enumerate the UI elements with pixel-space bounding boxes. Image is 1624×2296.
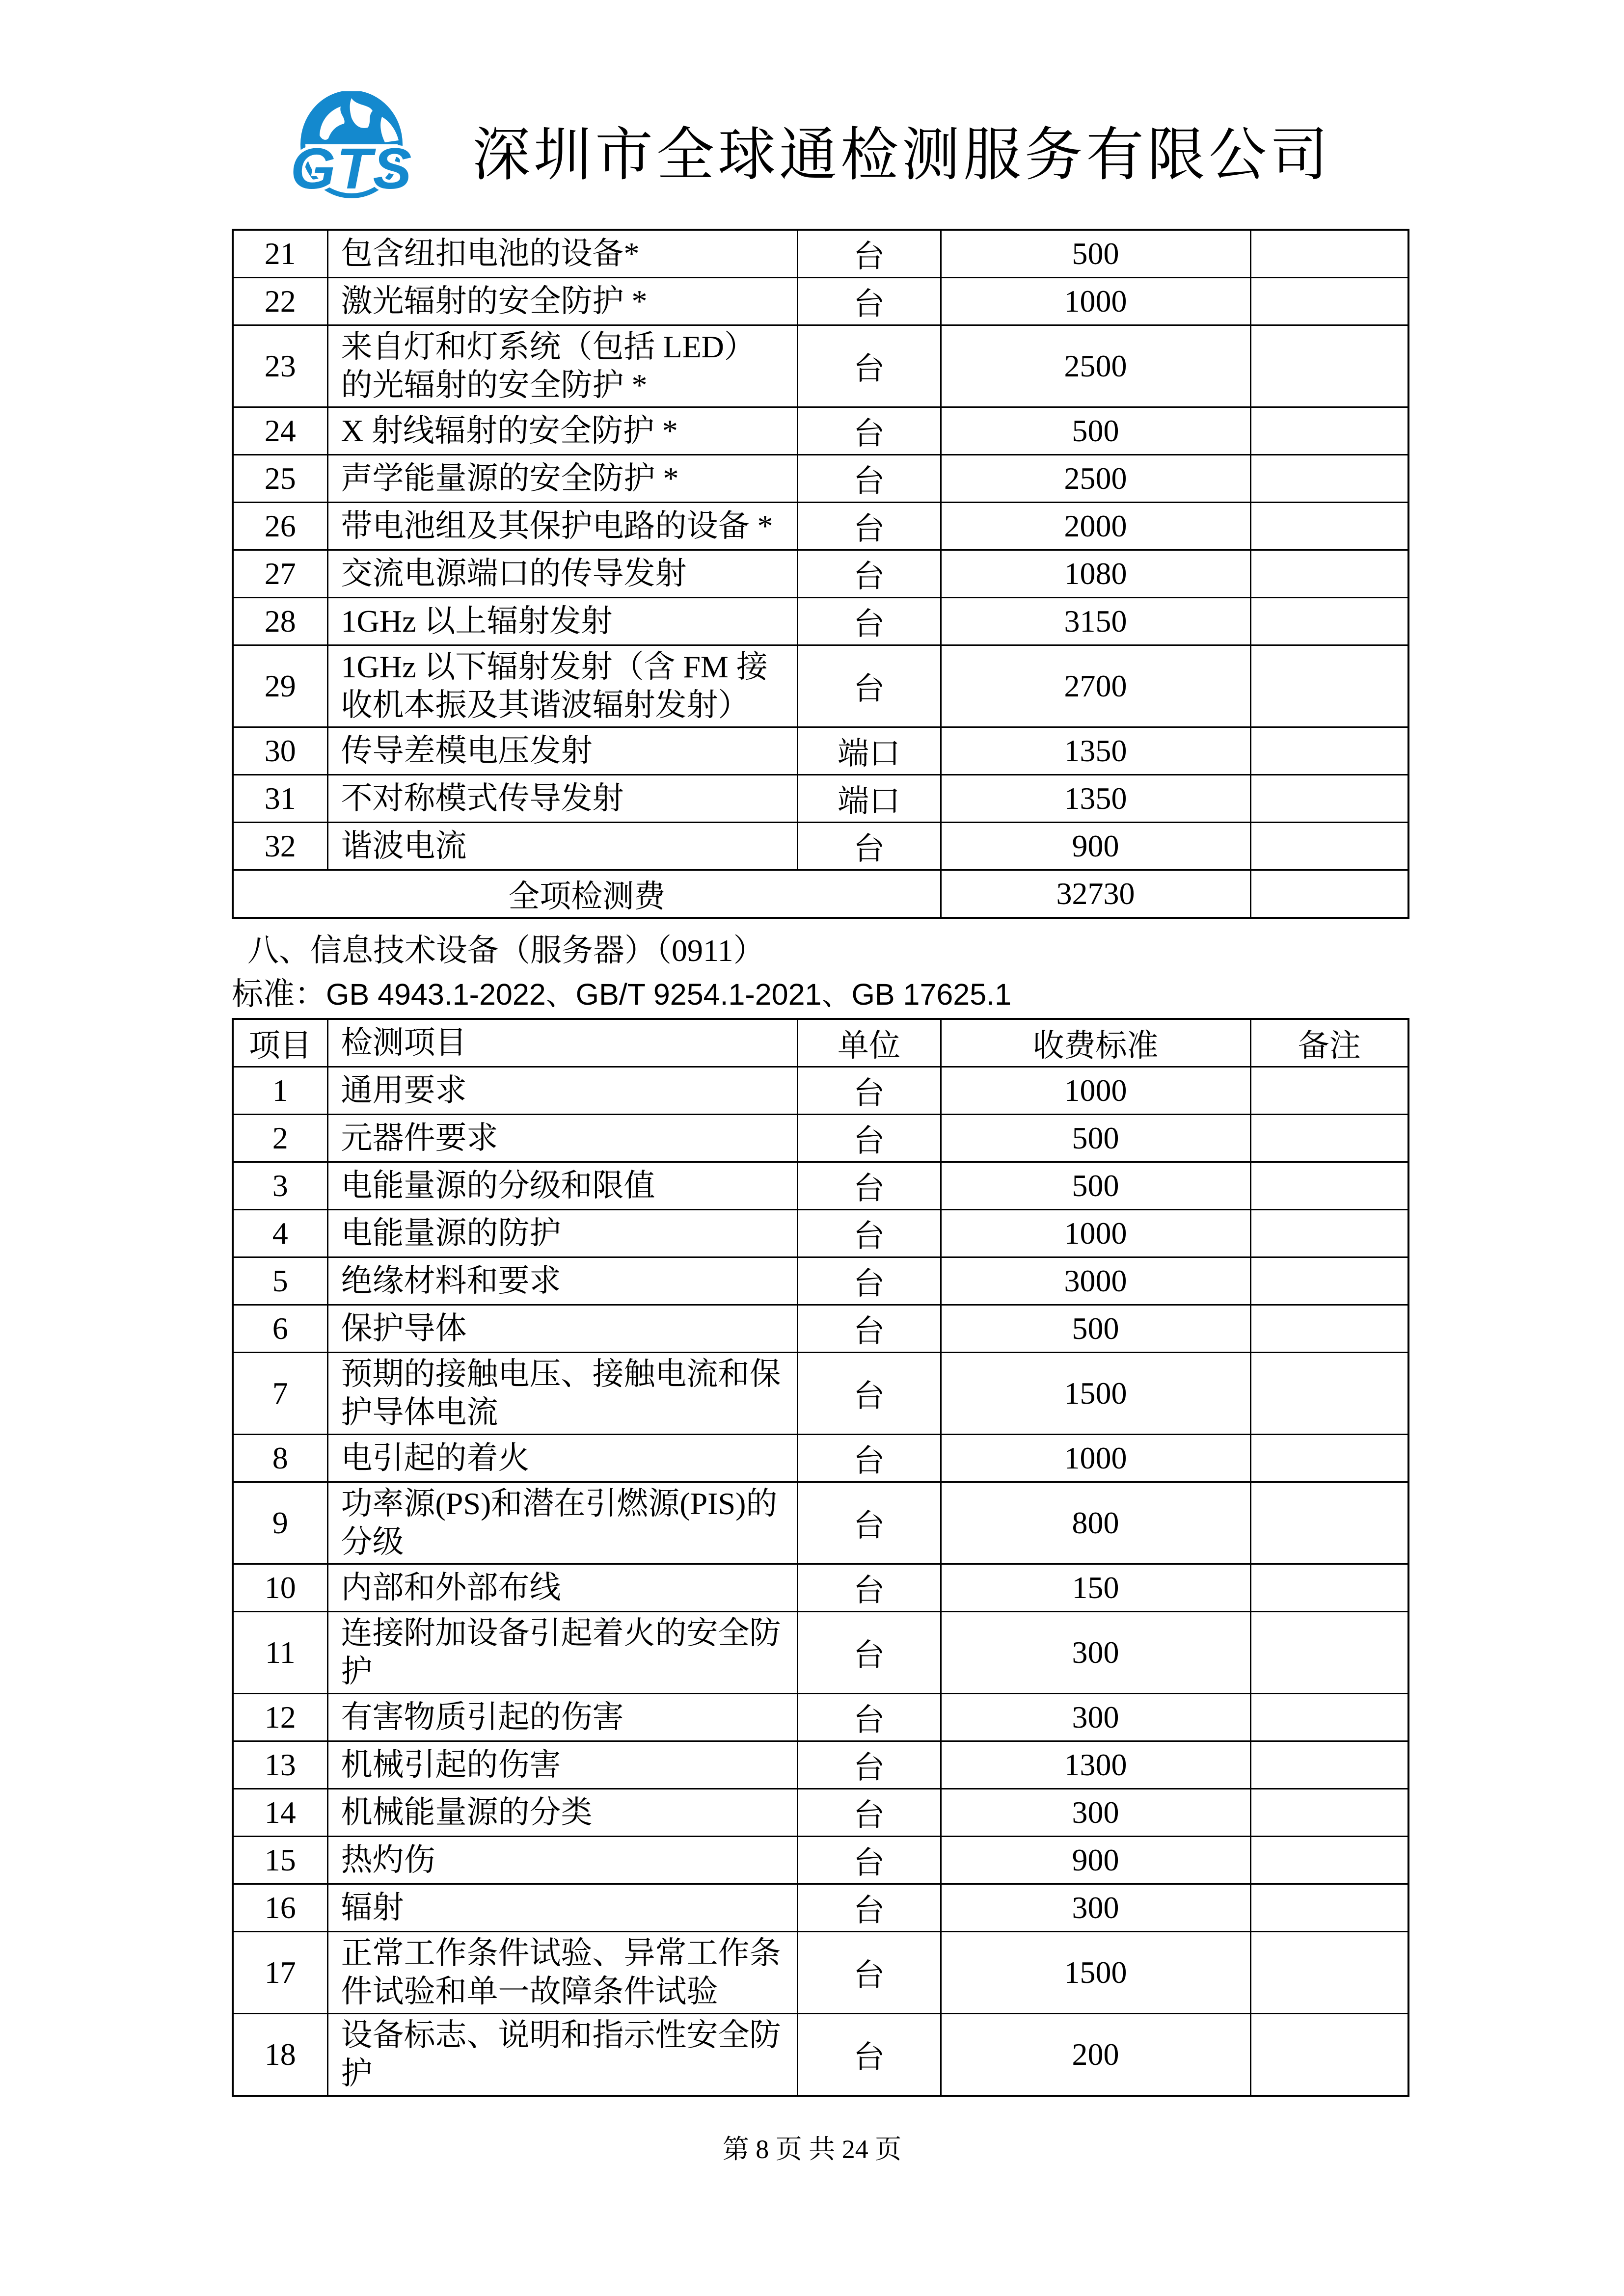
item-no-cell: 2 xyxy=(233,1115,327,1162)
note-cell xyxy=(1250,1257,1408,1305)
unit-cell: 台 xyxy=(797,1305,941,1353)
test-item-cell: 功率源(PS)和潜在引燃源(PIS)的分级 xyxy=(327,1482,797,1564)
table-row xyxy=(233,1932,1408,2014)
fee-cell: 2500 xyxy=(941,325,1250,407)
fee-cell: 300 xyxy=(941,1612,1250,1694)
note-cell xyxy=(1250,598,1408,645)
item-no-cell: 10 xyxy=(233,1564,327,1612)
unit-cell: 台 xyxy=(797,1353,941,1435)
test-item-cell: 交流电源端口的传导发射 xyxy=(327,550,797,598)
table-row xyxy=(233,1305,1408,1353)
fee-cell: 300 xyxy=(941,1789,1250,1837)
item-no-cell: 32 xyxy=(233,823,327,870)
fee-cell: 800 xyxy=(941,1482,1250,1564)
test-item-cell: 预期的接触电压、接触电流和保护导体电流 xyxy=(327,1353,797,1435)
fee-cell: 300 xyxy=(941,1694,1250,1741)
fee-cell: 1300 xyxy=(941,1741,1250,1789)
note-cell xyxy=(1250,1353,1408,1435)
note-cell xyxy=(1250,1741,1408,1789)
unit-cell: 台 xyxy=(797,2014,941,2096)
note-cell xyxy=(1250,1932,1408,2014)
table-row xyxy=(233,2014,1408,2096)
table-row xyxy=(233,1884,1408,1932)
total-label: 全项检测费 xyxy=(233,870,941,918)
note-cell xyxy=(1250,278,1408,325)
logo-text: GTS xyxy=(290,136,413,201)
note-cell xyxy=(1250,1884,1408,1932)
test-item-cell: 有害物质引起的伤害 xyxy=(327,1694,797,1741)
item-no-cell: 18 xyxy=(233,2014,327,2096)
test-item-cell: 设备标志、说明和指示性安全防护 xyxy=(327,2014,797,2096)
item-no-cell: 12 xyxy=(233,1694,327,1741)
item-no-cell: 21 xyxy=(233,230,327,278)
gts-logo xyxy=(273,91,431,205)
fee-table-continued xyxy=(232,229,1409,919)
table-row xyxy=(233,1067,1408,1115)
column-header-unit: 单位 xyxy=(797,1019,941,1067)
fee-cell: 300 xyxy=(941,1884,1250,1932)
column-header-test-item: 检测项目 xyxy=(327,1019,797,1067)
fee-cell: 1000 xyxy=(941,278,1250,325)
standard-codes: GB 4943.1-2022、GB/T 9254.1-2021、GB 17625.1 xyxy=(326,978,1012,1011)
item-no-cell: 6 xyxy=(233,1305,327,1353)
fee-cell: 3150 xyxy=(941,598,1250,645)
item-no-cell: 15 xyxy=(233,1837,327,1884)
item-no-cell: 8 xyxy=(233,1435,327,1482)
table-row xyxy=(233,407,1408,455)
fee-cell: 2700 xyxy=(941,645,1250,727)
unit-cell: 台 xyxy=(797,503,941,550)
fee-cell: 900 xyxy=(941,1837,1250,1884)
test-item-cell: 热灼伤 xyxy=(327,1837,797,1884)
table-row xyxy=(233,1210,1408,1257)
unit-cell: 台 xyxy=(797,1612,941,1694)
item-no-cell: 24 xyxy=(233,407,327,455)
note-cell xyxy=(1250,1482,1408,1564)
item-no-cell: 22 xyxy=(233,278,327,325)
unit-cell: 台 xyxy=(797,278,941,325)
table-row xyxy=(233,1257,1408,1305)
table-row xyxy=(233,278,1408,325)
note-cell xyxy=(1250,1067,1408,1115)
fee-cell: 3000 xyxy=(941,1257,1250,1305)
unit-cell: 台 xyxy=(797,230,941,278)
item-no-cell: 25 xyxy=(233,455,327,503)
unit-cell: 台 xyxy=(797,1789,941,1837)
note-cell xyxy=(1250,2014,1408,2096)
item-no-cell: 29 xyxy=(233,645,327,727)
page-number: 第 8 页 共 24 页 xyxy=(722,2135,902,2164)
note-cell xyxy=(1250,550,1408,598)
table-row xyxy=(233,775,1408,823)
unit-cell: 台 xyxy=(797,455,941,503)
note-cell xyxy=(1250,1305,1408,1353)
item-no-cell: 28 xyxy=(233,598,327,645)
unit-cell: 台 xyxy=(797,1067,941,1115)
unit-cell: 台 xyxy=(797,1564,941,1612)
fee-cell: 1000 xyxy=(941,1067,1250,1115)
item-no-cell: 9 xyxy=(233,1482,327,1564)
fee-cell: 200 xyxy=(941,2014,1250,2096)
table-row xyxy=(233,823,1408,870)
item-no-cell: 23 xyxy=(233,325,327,407)
test-item-cell: 电能量源的分级和限值 xyxy=(327,1162,797,1210)
table-row xyxy=(233,325,1408,407)
item-no-cell: 14 xyxy=(233,1789,327,1837)
test-item-cell: 声学能量源的安全防护 * xyxy=(327,455,797,503)
item-no-cell: 4 xyxy=(233,1210,327,1257)
table-row xyxy=(233,645,1408,727)
unit-cell: 台 xyxy=(797,1210,941,1257)
column-header-fee: 收费标准 xyxy=(941,1019,1250,1067)
test-item-cell: 1GHz 以上辐射发射 xyxy=(327,598,797,645)
fee-cell: 2000 xyxy=(941,503,1250,550)
table-row xyxy=(233,1482,1408,1564)
unit-cell: 端口 xyxy=(797,775,941,823)
note-cell xyxy=(1250,870,1408,918)
fee-cell: 2500 xyxy=(941,455,1250,503)
company-name: 深圳市全球通检测服务有限公司 xyxy=(472,123,1332,187)
item-no-cell: 16 xyxy=(233,1884,327,1932)
unit-cell: 台 xyxy=(797,598,941,645)
table-header-row xyxy=(233,1019,1408,1067)
table-row xyxy=(233,1837,1408,1884)
unit-cell: 台 xyxy=(797,1932,941,2014)
table-row xyxy=(233,727,1408,775)
note-cell xyxy=(1250,645,1408,727)
unit-cell: 台 xyxy=(797,645,941,727)
fee-cell: 1350 xyxy=(941,727,1250,775)
unit-cell: 台 xyxy=(797,407,941,455)
note-cell xyxy=(1250,1694,1408,1741)
test-item-cell: 正常工作条件试验、异常工作条件试验和单一故障条件试验 xyxy=(327,1932,797,2014)
fee-table-server xyxy=(232,1018,1409,2097)
note-cell xyxy=(1250,1210,1408,1257)
unit-cell: 台 xyxy=(797,1741,941,1789)
column-header-item-no: 项目 xyxy=(233,1019,327,1067)
test-item-cell: 元器件要求 xyxy=(327,1115,797,1162)
unit-cell: 端口 xyxy=(797,727,941,775)
item-no-cell: 1 xyxy=(233,1067,327,1115)
table-row xyxy=(233,550,1408,598)
table-row xyxy=(233,1115,1408,1162)
total-fee-cell: 32730 xyxy=(941,870,1250,918)
test-item-cell: 带电池组及其保护电路的设备 * xyxy=(327,503,797,550)
note-cell xyxy=(1250,503,1408,550)
note-cell xyxy=(1250,823,1408,870)
table-row xyxy=(233,1741,1408,1789)
note-cell xyxy=(1250,325,1408,407)
test-item-cell: 来自灯和灯系统（包括 LED）的光辐射的安全防护 * xyxy=(327,325,797,407)
test-item-cell: 机械能量源的分类 xyxy=(327,1789,797,1837)
test-item-cell: 1GHz 以下辐射发射（含 FM 接收机本振及其谐波辐射发射） xyxy=(327,645,797,727)
item-no-cell: 27 xyxy=(233,550,327,598)
fee-cell: 900 xyxy=(941,823,1250,870)
test-item-cell: 电能量源的防护 xyxy=(327,1210,797,1257)
table-row xyxy=(233,503,1408,550)
note-cell xyxy=(1250,1789,1408,1837)
test-item-cell: 电引起的着火 xyxy=(327,1435,797,1482)
test-item-cell: 机械引起的伤害 xyxy=(327,1741,797,1789)
fee-cell: 1500 xyxy=(941,1353,1250,1435)
fee-cell: 500 xyxy=(941,1162,1250,1210)
table-row xyxy=(233,455,1408,503)
note-cell xyxy=(1250,1612,1408,1694)
table-row xyxy=(233,1694,1408,1741)
fee-cell: 150 xyxy=(941,1564,1250,1612)
test-item-cell: 传导差模电压发射 xyxy=(327,727,797,775)
note-cell xyxy=(1250,1115,1408,1162)
note-cell xyxy=(1250,1435,1408,1482)
fee-cell: 500 xyxy=(941,1305,1250,1353)
unit-cell: 台 xyxy=(797,1435,941,1482)
test-item-cell: X 射线辐射的安全防护 * xyxy=(327,407,797,455)
note-cell xyxy=(1250,1837,1408,1884)
table-row xyxy=(233,1353,1408,1435)
fee-cell: 500 xyxy=(941,407,1250,455)
item-no-cell: 26 xyxy=(233,503,327,550)
total-row xyxy=(233,870,1408,918)
test-item-cell: 通用要求 xyxy=(327,1067,797,1115)
test-item-cell: 内部和外部布线 xyxy=(327,1564,797,1612)
item-no-cell: 5 xyxy=(233,1257,327,1305)
table-row xyxy=(233,230,1408,278)
unit-cell: 台 xyxy=(797,1884,941,1932)
unit-cell: 台 xyxy=(797,1115,941,1162)
test-item-cell: 辐射 xyxy=(327,1884,797,1932)
column-header-note: 备注 xyxy=(1250,1019,1408,1067)
test-item-cell: 保护导体 xyxy=(327,1305,797,1353)
unit-cell: 台 xyxy=(797,1162,941,1210)
note-cell xyxy=(1250,455,1408,503)
test-item-cell: 连接附加设备引起着火的安全防护 xyxy=(327,1612,797,1694)
fee-cell: 500 xyxy=(941,1115,1250,1162)
test-item-cell: 包含纽扣电池的设备* xyxy=(327,230,797,278)
table-row xyxy=(233,598,1408,645)
table-row xyxy=(233,1564,1408,1612)
fee-cell: 1350 xyxy=(941,775,1250,823)
note-cell xyxy=(1250,775,1408,823)
test-item-cell: 不对称模式传导发射 xyxy=(327,775,797,823)
table-row xyxy=(233,1789,1408,1837)
table-row xyxy=(233,1612,1408,1694)
unit-cell: 台 xyxy=(797,325,941,407)
test-item-cell: 激光辐射的安全防护 * xyxy=(327,278,797,325)
note-cell xyxy=(1250,407,1408,455)
note-cell xyxy=(1250,230,1408,278)
item-no-cell: 13 xyxy=(233,1741,327,1789)
item-no-cell: 30 xyxy=(233,727,327,775)
item-no-cell: 11 xyxy=(233,1612,327,1694)
note-cell xyxy=(1250,1162,1408,1210)
fee-cell: 1000 xyxy=(941,1435,1250,1482)
fee-cell: 1000 xyxy=(941,1210,1250,1257)
fee-cell: 1080 xyxy=(941,550,1250,598)
note-cell xyxy=(1250,727,1408,775)
item-no-cell: 31 xyxy=(233,775,327,823)
unit-cell: 台 xyxy=(797,1837,941,1884)
unit-cell: 台 xyxy=(797,1482,941,1564)
unit-cell: 台 xyxy=(797,823,941,870)
table-row xyxy=(233,1162,1408,1210)
item-no-cell: 7 xyxy=(233,1353,327,1435)
unit-cell: 台 xyxy=(797,1257,941,1305)
table-row xyxy=(233,1435,1408,1482)
note-cell xyxy=(1250,1564,1408,1612)
standard-line xyxy=(232,977,1011,1012)
fee-cell: 1500 xyxy=(941,1932,1250,2014)
test-item-cell: 谐波电流 xyxy=(327,823,797,870)
test-item-cell: 绝缘材料和要求 xyxy=(327,1257,797,1305)
standard-label: 标准： xyxy=(232,977,326,1012)
item-no-cell: 17 xyxy=(233,1932,327,2014)
unit-cell: 台 xyxy=(797,1694,941,1741)
fee-cell: 500 xyxy=(941,230,1250,278)
unit-cell: 台 xyxy=(797,550,941,598)
item-no-cell: 3 xyxy=(233,1162,327,1210)
section-title: 八、信息技术设备（服务器）（0911） xyxy=(247,933,765,968)
